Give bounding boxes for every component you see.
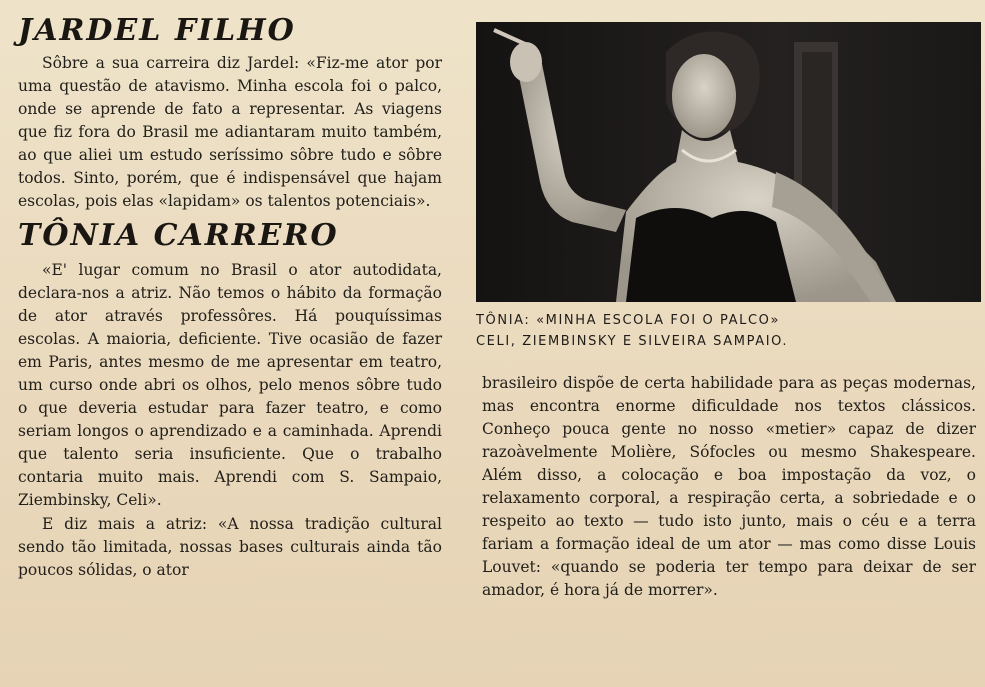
right-paragraph: brasileiro dispõe de certa habilidade para as peças modernas, mas encontra enorme dificuldade nos textos clássicos. Conheço pouca gente no nosso «metier» capaz de dizer razoàvelmente Molière, Sófocles ou mesmo Shakespeare. Além disso, a colocação e boa impostação da voz, o relaxamento corporal, a respiração certa, a sobriedade e o respeito ao texto — tudo isto junto, mais o céu e a terra fariam a formação ideal de um ator — mas como disse Louis Louvet: «quando se poderia ter tempo para deixar de ser amador, é hora já de morrer». <box>482 374 976 599</box>
right-column <box>476 22 976 599</box>
left-column <box>18 10 442 582</box>
actress-photo <box>476 22 981 302</box>
tonia-paragraph-1: «E' lugar comum no Brasil o ator autodidata, declara-nos a atriz. Não temos o hábito da formação de ator através professôres. Há pouquíssimas escolas. A maioria, deficiente. Tive ocasião de fazer em Paris, antes mesmo de me apresentar em teatro, um curso onde abri os olhos, pelo menos sôbre tudo o que deveria estudar para fazer teatro, e como seriam longos o aprendizado e a caminhada. Aprendi que talento seria insuficiente. Que o trabalho contaria muito mais. Aprendi com S. Sampaio, Ziembinsky, Celi». <box>18 261 442 509</box>
tonia-paragraph-2: E diz mais a atriz: «A nossa tradição cultural sendo tão limitada, nossas bases culturais ainda tão poucos sólidas, o ator <box>18 515 442 579</box>
jardel-paragraph: Sôbre a sua carreira diz Jardel: «Fiz-me ator por uma questão de atavismo. Minha escola foi o palco, onde se aprende de fato a representar. As viagens que fiz fora do Brasil me adiantaram muito também, ao que aliei um estudo seríssimo sôbre tudo e sôbre todos. Sinto, porém, que é indispensável que hajam escolas, pois elas «lapidam» os talentos potenciais». <box>18 54 442 210</box>
tonia-heading: TÔNIA CARRERO <box>18 218 339 253</box>
photo-caption-line-1: TÔNIA: «MINHA ESCOLA FOI O PALCO» <box>476 313 781 328</box>
right-text-block <box>482 372 976 602</box>
actress-photo-icon <box>476 22 981 302</box>
jardel-heading: JARDEL FILHO <box>18 13 296 48</box>
photo-caption-line-2: CELI, ZIEMBINSKY E SILVEIRA SAMPAIO. <box>476 334 789 349</box>
